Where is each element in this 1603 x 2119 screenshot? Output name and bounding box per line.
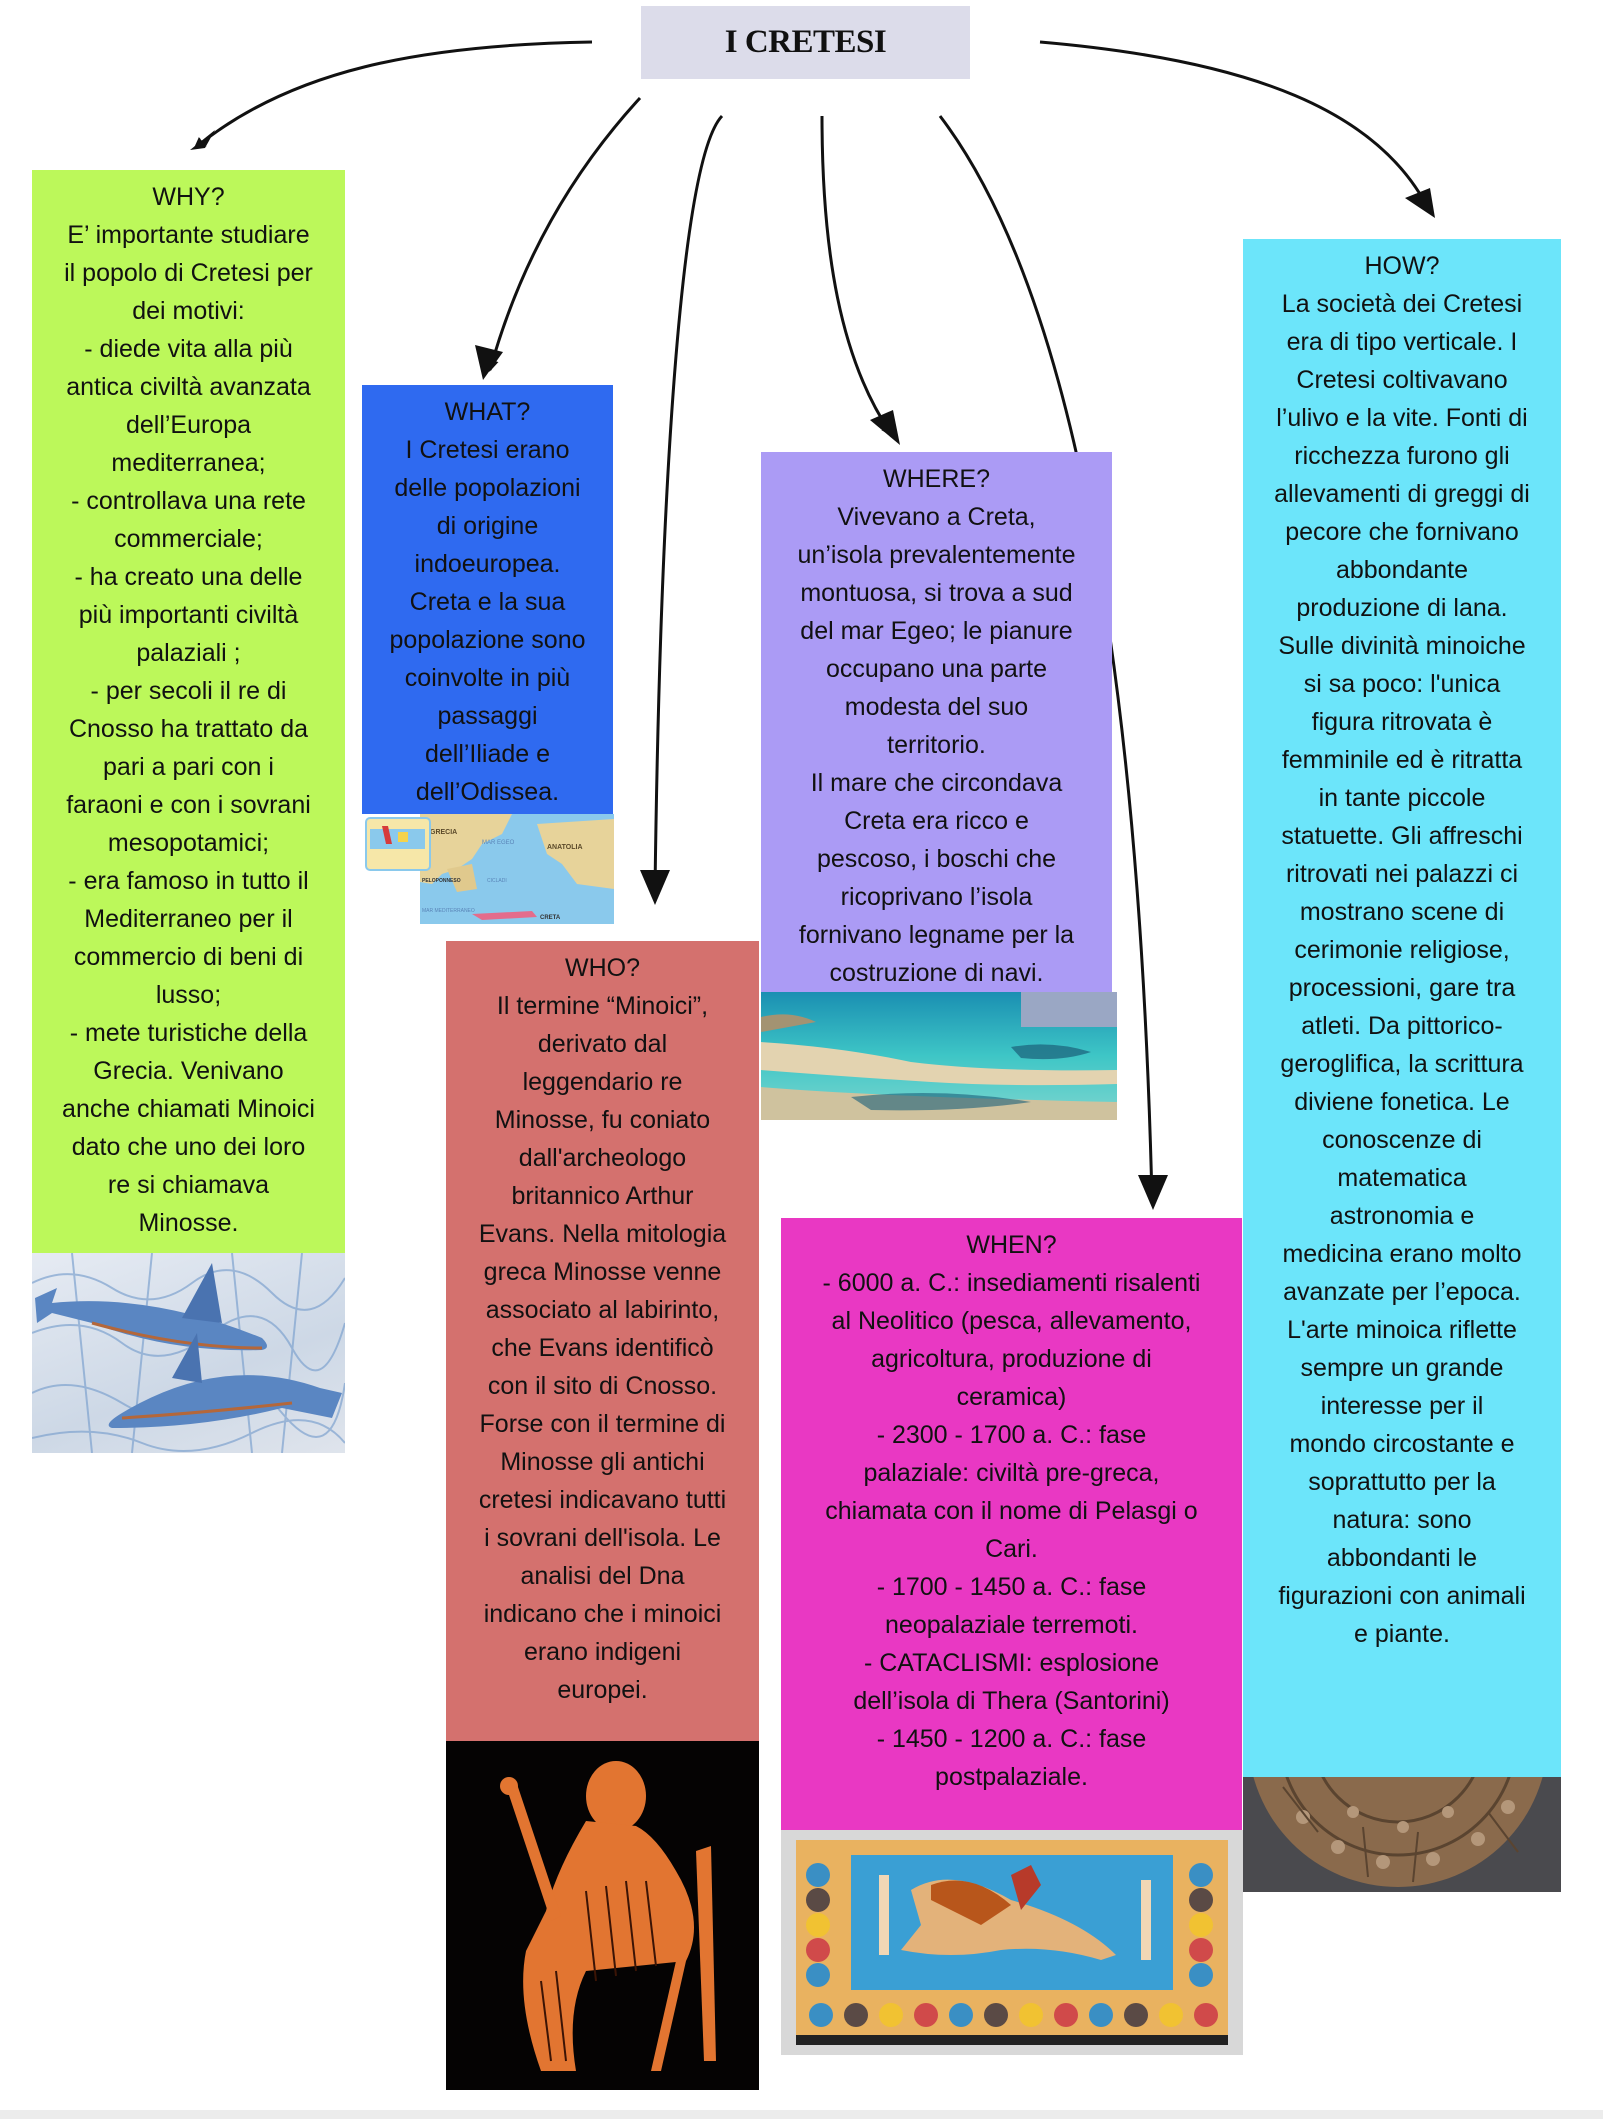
- where-heading: WHERE?: [883, 465, 990, 493]
- text-line: dell’Iliade e: [424, 740, 551, 768]
- text-line: con il sito di Cnosso.: [487, 1372, 718, 1400]
- text-line: pecore che fornivano: [1285, 518, 1519, 546]
- text-line: di origine: [436, 512, 539, 540]
- text-line: allevamenti di greggi di: [1274, 480, 1530, 508]
- text-line: Creta e la sua: [409, 588, 566, 616]
- what-box: [362, 385, 613, 814]
- text-line: - 2300 - 1700 a. C.: fase: [876, 1421, 1147, 1449]
- why-heading: WHY?: [152, 183, 225, 211]
- text-line: cerimonie religiose,: [1294, 936, 1510, 964]
- text-line: territorio.: [887, 731, 986, 759]
- text-line: del mar Egeo; le pianure: [800, 617, 1073, 645]
- text-line: palaziali ;: [136, 639, 241, 667]
- how-body: [1243, 285, 1561, 1653]
- text-line: che Evans identificò: [491, 1334, 714, 1362]
- text-line: il popolo di Cretesi per: [64, 259, 313, 287]
- when-box: [781, 1218, 1242, 1830]
- text-line: leggendario re: [522, 1068, 683, 1096]
- svg-text:CICLADI: CICLADI: [487, 878, 507, 884]
- text-line: I Cretesi erano: [405, 436, 570, 464]
- arrow-to-how: [1040, 42, 1430, 212]
- text-line: - era famoso in tutto il: [68, 867, 309, 895]
- text-line: palaziale: civiltà pre-greca,: [863, 1459, 1160, 1487]
- text-line: figura ritrovata è: [1311, 708, 1493, 736]
- text-line: produzione di lana.: [1296, 594, 1508, 622]
- phaistos-disc-image: [1243, 1777, 1561, 1892]
- text-line: commerciale;: [114, 525, 263, 553]
- text-line: ceramica): [956, 1383, 1067, 1411]
- text-line: natura: sono: [1332, 1506, 1472, 1534]
- text-line: Cnosso ha trattato da: [68, 715, 309, 743]
- text-line: passaggi: [437, 702, 538, 730]
- text-line: processioni, gare tra: [1288, 974, 1516, 1002]
- text-line: derivato dal: [537, 1030, 668, 1058]
- text-line: si sa poco: l'unica: [1303, 670, 1501, 698]
- text-line: faraoni e con i sovrani: [66, 791, 311, 819]
- text-line: Cretesi coltivavano: [1296, 366, 1508, 394]
- text-line: lusso;: [155, 981, 222, 1009]
- text-line: abbondanti le: [1326, 1544, 1478, 1572]
- text-line: re si chiamava: [107, 1171, 270, 1199]
- text-line: Mediterraneo per il: [84, 905, 293, 933]
- text-line: statuette. Gli affreschi: [1281, 822, 1523, 850]
- text-line: al Neolitico (pesca, allevamento,: [831, 1307, 1192, 1335]
- text-line: Il mare che circondava: [810, 769, 1063, 797]
- text-line: L'arte minoica riflette: [1287, 1316, 1517, 1344]
- why-box: [32, 170, 345, 1253]
- text-line: popolazione sono: [389, 626, 586, 654]
- text-line: avanzate per l’epoca.: [1283, 1278, 1521, 1306]
- text-line: i sovrani dell'isola. Le: [484, 1524, 721, 1552]
- text-line: indoeuropea.: [414, 550, 561, 578]
- text-line: dall'archeologo: [518, 1144, 687, 1172]
- arrow-to-who: [655, 116, 722, 890]
- dolphin-fresco-image: [32, 1253, 345, 1453]
- page-bottom-strip: [0, 2110, 1603, 2119]
- text-line: Evans. Nella mitologia: [478, 1220, 727, 1248]
- svg-text:PELOPONNESO: PELOPONNESO: [422, 878, 461, 884]
- text-line: Grecia. Venivano: [93, 1057, 284, 1085]
- text-line: mondo circostante e: [1289, 1430, 1515, 1458]
- text-line: - 1450 - 1200 a. C.: fase: [876, 1725, 1147, 1753]
- text-line: neopalaziale terremoti.: [885, 1611, 1138, 1639]
- text-line: europei.: [557, 1676, 648, 1704]
- bull-leaping-fresco-image: [781, 1830, 1243, 2055]
- svg-text:GRECIA: GRECIA: [430, 829, 458, 836]
- text-line: - diede vita alla più: [84, 335, 293, 363]
- text-line: occupano una parte: [825, 655, 1047, 683]
- text-line: greca Minosse venne: [483, 1258, 722, 1286]
- text-line: modesta del suo: [844, 693, 1029, 721]
- text-line: diviene fonetica. Le: [1294, 1088, 1510, 1116]
- text-line: - controllava una rete: [71, 487, 306, 515]
- text-line: dell’isola di Thera (Santorini): [853, 1687, 1170, 1715]
- text-line: - 6000 a. C.: insediamenti risalenti: [822, 1269, 1201, 1297]
- text-line: sempre un grande: [1300, 1354, 1504, 1382]
- text-line: interesse per il: [1320, 1392, 1484, 1420]
- text-line: più importanti civiltà: [78, 601, 299, 629]
- text-line: soprattutto per la: [1308, 1468, 1496, 1496]
- text-line: un’isola prevalentemente: [797, 541, 1076, 569]
- text-line: - ha creato una delle: [74, 563, 303, 591]
- text-line: medicina erano molto: [1282, 1240, 1522, 1268]
- text-line: Minosse.: [138, 1209, 239, 1237]
- who-heading: WHO?: [565, 954, 640, 982]
- svg-text:MAR MEDITERRANEO: MAR MEDITERRANEO: [422, 908, 475, 914]
- svg-text:MAR EGEO: MAR EGEO: [482, 840, 515, 846]
- text-line: mesopotamici;: [107, 829, 270, 857]
- text-line: postpalaziale.: [935, 1763, 1088, 1791]
- text-line: matematica: [1337, 1164, 1467, 1192]
- text-line: geroglifica, la scrittura: [1280, 1050, 1524, 1078]
- text-line: dell’Odissea.: [415, 778, 560, 806]
- text-line: E’ importante studiare: [67, 221, 310, 249]
- beach-photo-image: [761, 992, 1117, 1120]
- text-line: indicano che i minoici: [483, 1600, 722, 1628]
- title-node: [641, 6, 970, 79]
- text-line: Vivevano a Creta,: [837, 503, 1036, 531]
- text-line: mostrano scene di: [1299, 898, 1505, 926]
- how-heading: HOW?: [1364, 252, 1440, 280]
- text-line: Forse con il termine di: [479, 1410, 726, 1438]
- king-minos-vase-image: [446, 1741, 759, 2090]
- arrow-to-why: [195, 42, 592, 148]
- text-line: delle popolazioni: [394, 474, 581, 502]
- who-body: [446, 987, 759, 1709]
- text-line: associato al labirinto,: [485, 1296, 720, 1324]
- text-line: l’ulivo e la vite. Fonti di: [1276, 404, 1528, 432]
- text-line: mediterranea;: [111, 449, 266, 477]
- text-line: dei motivi:: [132, 297, 245, 325]
- text-line: e piante.: [1354, 1620, 1450, 1648]
- text-line: era di tipo verticale. I: [1286, 328, 1518, 356]
- arrow-to-where: [822, 116, 892, 435]
- text-line: conoscenze di: [1322, 1126, 1482, 1154]
- text-line: - 1700 - 1450 a. C.: fase: [876, 1573, 1147, 1601]
- svg-text:ANATOLIA: ANATOLIA: [547, 844, 583, 851]
- text-line: Minosse gli antichi: [500, 1448, 705, 1476]
- text-line: Il termine “Minoici”,: [496, 992, 709, 1020]
- text-line: femminile ed è ritratta: [1281, 746, 1523, 774]
- text-line: dell’Europa: [125, 411, 252, 439]
- what-heading: WHAT?: [444, 398, 531, 426]
- text-line: dato che uno dei loro: [71, 1133, 306, 1161]
- svg-text:CRETA: CRETA: [540, 915, 561, 921]
- text-line: - CATACLISMI: esplosione: [863, 1649, 1159, 1677]
- text-line: ricoprivano l’isola: [840, 883, 1033, 911]
- text-line: figurazioni con animali: [1278, 1582, 1526, 1610]
- text-line: in tante piccole: [1318, 784, 1486, 812]
- text-line: commercio di beni di: [73, 943, 304, 971]
- text-line: cretesi indicavano tutti: [478, 1486, 727, 1514]
- arrow-to-what: [490, 98, 640, 370]
- when-heading: WHEN?: [966, 1231, 1057, 1259]
- text-line: agricoltura, produzione di: [871, 1345, 1152, 1373]
- text-line: ricchezza furono gli: [1294, 442, 1510, 470]
- text-line: britannico Arthur: [511, 1182, 694, 1210]
- text-line: chiamata con il nome di Pelasgi o: [825, 1497, 1198, 1525]
- text-line: pari a pari con i: [103, 753, 274, 781]
- text-line: anche chiamati Minoici: [62, 1095, 315, 1123]
- text-line: pescoso, i boschi che: [816, 845, 1057, 873]
- aegean-map-image: [362, 814, 614, 930]
- where-body: [761, 498, 1112, 992]
- how-box: [1243, 239, 1561, 1777]
- text-line: astronomia e: [1329, 1202, 1475, 1230]
- text-line: ritrovati nei palazzi ci: [1285, 860, 1519, 888]
- where-box: [761, 452, 1112, 992]
- text-line: Minosse, fu coniato: [494, 1106, 711, 1134]
- text-line: - per secoli il re di: [90, 677, 287, 705]
- text-line: montuosa, si trova a sud: [800, 579, 1073, 607]
- text-line: Cari.: [985, 1535, 1038, 1563]
- text-line: analisi del Dna: [520, 1562, 685, 1590]
- who-box: [446, 941, 759, 1741]
- text-line: antica civiltà avanzata: [66, 373, 311, 401]
- text-line: Sulle divinità minoiche: [1278, 632, 1526, 660]
- what-body: [362, 431, 613, 811]
- text-line: Creta era ricco e: [844, 807, 1029, 835]
- text-line: costruzione di navi.: [829, 959, 1044, 987]
- text-line: coinvolte in più: [404, 664, 571, 692]
- text-line: atleti. Da pittorico-: [1301, 1012, 1503, 1040]
- text-line: - mete turistiche della: [69, 1019, 308, 1047]
- text-line: fornivano legname per la: [798, 921, 1075, 949]
- when-body: [781, 1264, 1242, 1796]
- text-line: La società dei Cretesi: [1281, 290, 1523, 318]
- why-body: [32, 216, 345, 1242]
- text-line: abbondante: [1335, 556, 1469, 584]
- page-title: I CRETESI: [724, 24, 887, 60]
- text-line: erano indigeni: [523, 1638, 682, 1666]
